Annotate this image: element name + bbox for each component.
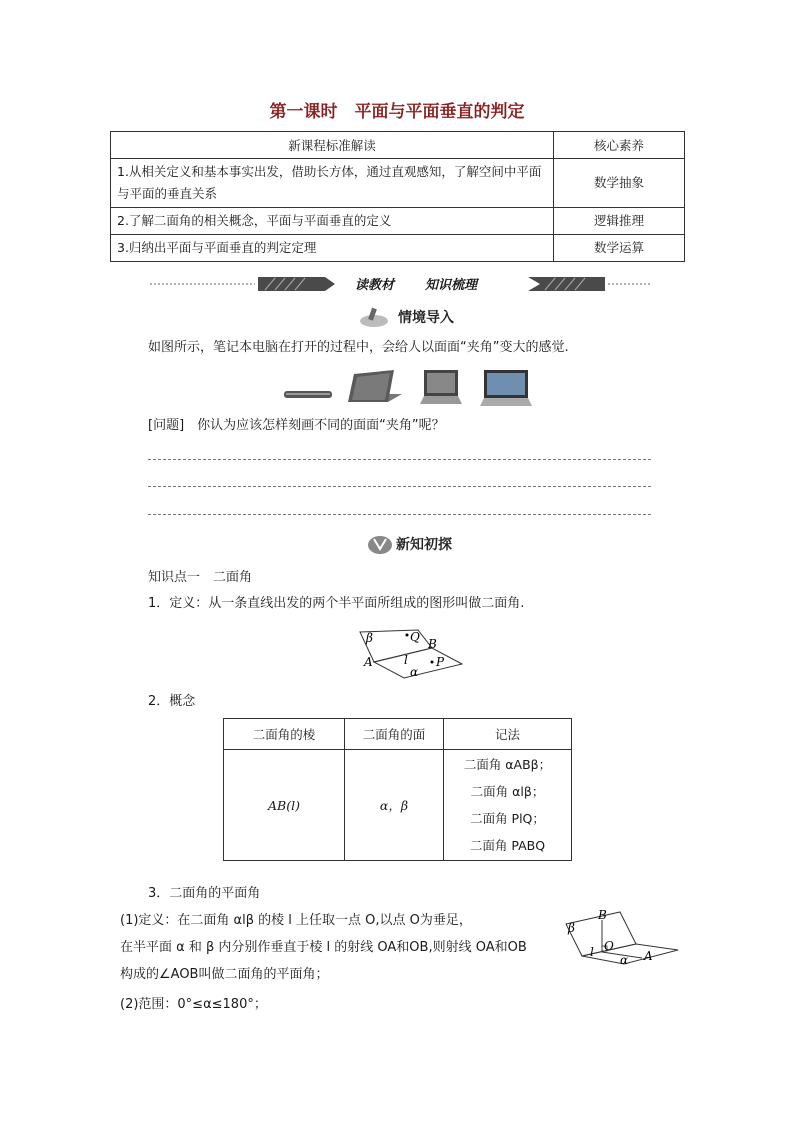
figure-label: B	[428, 637, 437, 651]
definition-text: 1．定义：从一条直线出发的两个半平面所组成的图形叫做二面角.	[148, 596, 525, 611]
figure-label: l	[590, 945, 594, 959]
notation-item: 二面角 αlβ；	[470, 784, 545, 799]
table-cell: 数学运算	[554, 235, 685, 262]
book-icon	[366, 533, 394, 555]
table-cell: 数学抽象	[554, 159, 685, 208]
table-row	[111, 235, 685, 262]
page-title: 第一课时 平面与平面垂直的判定	[269, 102, 525, 122]
plane-angle-heading: 3．二面角的平面角	[148, 886, 261, 901]
table-cell: 逻辑推理	[554, 208, 685, 235]
figure-label: A	[644, 949, 653, 963]
answer-line	[148, 514, 651, 515]
banner-label: 读教材	[355, 278, 395, 293]
dihedral-angle-figure	[352, 624, 468, 686]
table-row	[111, 159, 685, 208]
table-header: 二面角的面	[345, 719, 444, 750]
figure-label: α	[410, 665, 419, 679]
table-cell	[444, 750, 572, 861]
section-banner	[150, 274, 650, 294]
laptop-images	[284, 366, 534, 412]
concept-heading: 2．概念	[148, 694, 196, 709]
banner-decoration	[150, 274, 650, 294]
figure-label: B	[598, 908, 607, 922]
table-cell: α，β	[345, 750, 444, 861]
table-header: 记法	[444, 719, 572, 750]
figure-label: O	[604, 939, 614, 953]
figure-label: α	[620, 953, 629, 967]
plane-angle-definition-line: 在半平面 α 和 β 内分别作垂直于棱 l 的射线 OA和OB,则射线 OA和OB	[120, 940, 527, 955]
table-cell: AB(l)	[224, 750, 345, 861]
pen-icon	[358, 306, 390, 328]
scenario-text: 如图所示，笔记本电脑在打开的过程中，会给人以面面“夹角”变大的感觉.	[148, 340, 569, 355]
answer-line	[148, 486, 651, 487]
scenario-heading	[358, 306, 454, 332]
figure-label: l	[404, 653, 408, 667]
knowledge-point-title: 知识点一 二面角	[148, 570, 253, 585]
plane-angle-definition-line: 构成的∠AOB叫做二面角的平面角；	[120, 967, 329, 982]
table-cell: 2.了解二面角的相关概念，平面与平面垂直的定义	[111, 208, 554, 235]
table-header: 核心素养	[554, 132, 685, 159]
plane-angle-figure	[560, 906, 682, 974]
range-text: (2)范围：0°≤α≤180°；	[120, 997, 267, 1012]
figure-label: P	[436, 655, 445, 669]
laptop-sequence-image	[284, 366, 534, 408]
plane-angle-diagram	[560, 906, 682, 970]
dihedral-angle-diagram	[352, 624, 468, 682]
table-header: 二面角的棱	[224, 719, 345, 750]
section-title: 情境导入	[398, 310, 454, 326]
figure-label: A	[364, 655, 373, 669]
notation-item: 二面角 αABβ；	[463, 757, 552, 772]
table-row	[224, 750, 572, 861]
notation-item: 二面角 PlQ；	[470, 811, 545, 826]
table-row	[111, 208, 685, 235]
concept-table	[223, 718, 572, 861]
figure-label: β	[366, 631, 373, 645]
table-cell: 1.从相关定义和基本事实出发，借助长方体，通过直观感知，了解空间中平面与平面的垂直关系	[111, 159, 554, 208]
notation-item: 二面角 PABQ	[469, 838, 546, 853]
answer-line	[148, 459, 651, 460]
figure-label: Q	[410, 630, 420, 644]
table-header: 新课程标准解读	[111, 132, 554, 159]
table-cell: 3.归纳出平面与平面垂直的判定定理	[111, 235, 554, 262]
standards-table	[110, 131, 685, 262]
section-title: 新知初探	[396, 537, 452, 553]
scenario-question: [问题] 你认为应该怎样刻画不同的面面“夹角”呢？	[148, 418, 445, 433]
banner-label: 知识梳理	[425, 278, 478, 293]
plane-angle-definition-line: (1)定义：在二面角 αlβ 的棱 l 上任取一点 O,以点 O为垂足，	[120, 913, 472, 928]
new-knowledge-heading	[366, 533, 452, 559]
figure-label: β	[568, 921, 575, 935]
